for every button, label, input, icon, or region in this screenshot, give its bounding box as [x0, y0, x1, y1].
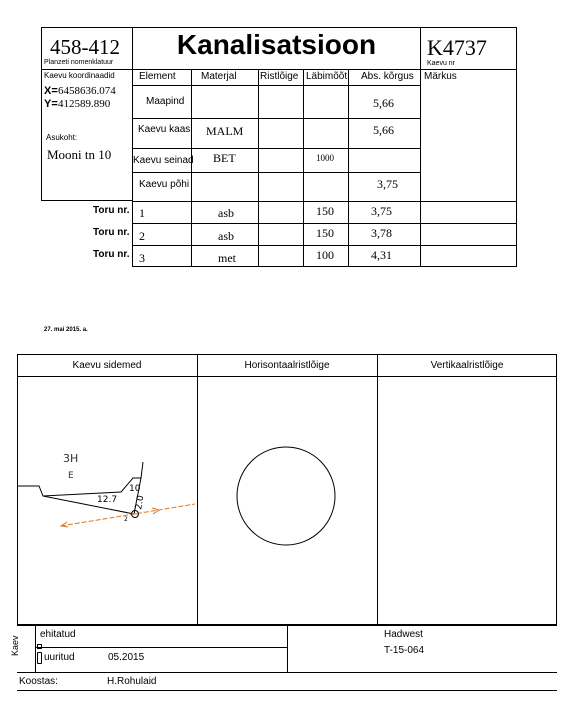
- author-name: H.Rohulaid: [107, 676, 157, 687]
- well-id: K4737: [427, 35, 487, 60]
- row-diameter: 1000: [316, 153, 334, 163]
- pipe-diameter: 100: [316, 248, 334, 262]
- pipe-diameter: 150: [316, 226, 334, 240]
- footer-built: ehitatud: [40, 629, 76, 640]
- row-element: Kaevu kaas: [138, 124, 191, 135]
- x-value: 6458636.074: [58, 85, 116, 97]
- pipe-label: Toru nr.: [93, 205, 130, 216]
- pipe-label: Toru nr.: [93, 249, 130, 260]
- footer-inspected-date: 05.2015: [108, 652, 145, 663]
- author-label: Koostas:: [19, 676, 58, 687]
- footer-company: Hadwest: [384, 629, 423, 640]
- bottom-rule: [17, 690, 557, 691]
- footer-inspected: uuritud: [44, 652, 75, 663]
- plan-caption: Planzeti nomenklatuur: [44, 59, 114, 66]
- coords-label: Kaevu koordinaadid: [44, 71, 115, 80]
- pipe-height: 4,31: [371, 248, 392, 262]
- sketch-dim-a: 12.7: [97, 495, 118, 505]
- footer-block: [17, 625, 557, 673]
- plan-id: 458-412: [50, 35, 120, 59]
- checkbox-built[interactable]: [37, 644, 42, 649]
- well-cross-section-circle: [237, 447, 335, 545]
- location-label: Asukoht:: [46, 133, 78, 142]
- location-value: Mooni tn 10: [47, 147, 112, 162]
- th-height: Abs. kõrgus: [361, 71, 414, 82]
- building-outline: [17, 462, 143, 496]
- th-section: Ristlõige: [260, 71, 299, 82]
- row-material: MALM: [206, 124, 244, 138]
- x-label: X=: [44, 85, 58, 97]
- th-note: Märkus: [424, 71, 457, 82]
- row-height: 3,75: [377, 177, 398, 191]
- row-height: 5,66: [373, 96, 394, 110]
- date-text: 27. mai 2015. a.: [44, 327, 88, 333]
- pipe-line: [61, 504, 195, 526]
- tie-line: [43, 496, 134, 514]
- row-material: BET: [213, 151, 236, 165]
- row-element: Kaevu seinad: [133, 155, 194, 166]
- panel-title-horizontal: Horisontaalristlõige: [244, 360, 330, 371]
- pipe-diameter: 150: [316, 204, 334, 218]
- pipe-num: 3: [139, 251, 145, 265]
- sketch-building-sub: E: [68, 471, 74, 481]
- pipe-material: met: [218, 251, 236, 265]
- th-diameter: Läbimõõt: [306, 71, 348, 82]
- th-material: Materjal: [201, 71, 237, 82]
- pipe-arrow: [61, 522, 68, 527]
- footer-side-label: Kaev: [10, 635, 20, 656]
- sketch-dim-d: 2: [124, 516, 128, 523]
- pipe-material: asb: [218, 229, 234, 243]
- page-title: Kanalisatsioon: [176, 29, 377, 60]
- panel-title-sketch: Kaevu sidemed: [72, 360, 142, 371]
- footer-code: T-15-064: [384, 645, 425, 656]
- pipe-label: Toru nr.: [93, 227, 130, 238]
- pipe-height: 3,75: [371, 204, 392, 218]
- y-value: 412589.890: [58, 98, 111, 110]
- pipe-num: 2: [139, 229, 145, 243]
- pipe-height: 3,78: [371, 226, 392, 240]
- well-caption: Kaevu nr: [427, 60, 456, 67]
- checkbox-inspected[interactable]: [37, 652, 42, 664]
- well-sketch: [17, 440, 197, 540]
- sketch-dim-c: 2.0: [134, 494, 147, 511]
- sketch-building: 3H: [63, 452, 79, 465]
- y-label: Y=: [44, 98, 58, 110]
- th-element: Element: [139, 71, 176, 82]
- pipe-num: 1: [139, 206, 145, 220]
- pipe-material: asb: [218, 206, 234, 220]
- horizontal-section: [230, 444, 342, 549]
- row-element: Maapind: [146, 96, 185, 107]
- row-element: Kaevu põhi: [139, 179, 190, 190]
- row-height: 5,66: [373, 123, 394, 137]
- sketch-dim-b: 10: [129, 484, 141, 494]
- pipe-rows-line: [41, 200, 133, 201]
- panel-title-vertical: Vertikaalristlõige: [430, 360, 504, 371]
